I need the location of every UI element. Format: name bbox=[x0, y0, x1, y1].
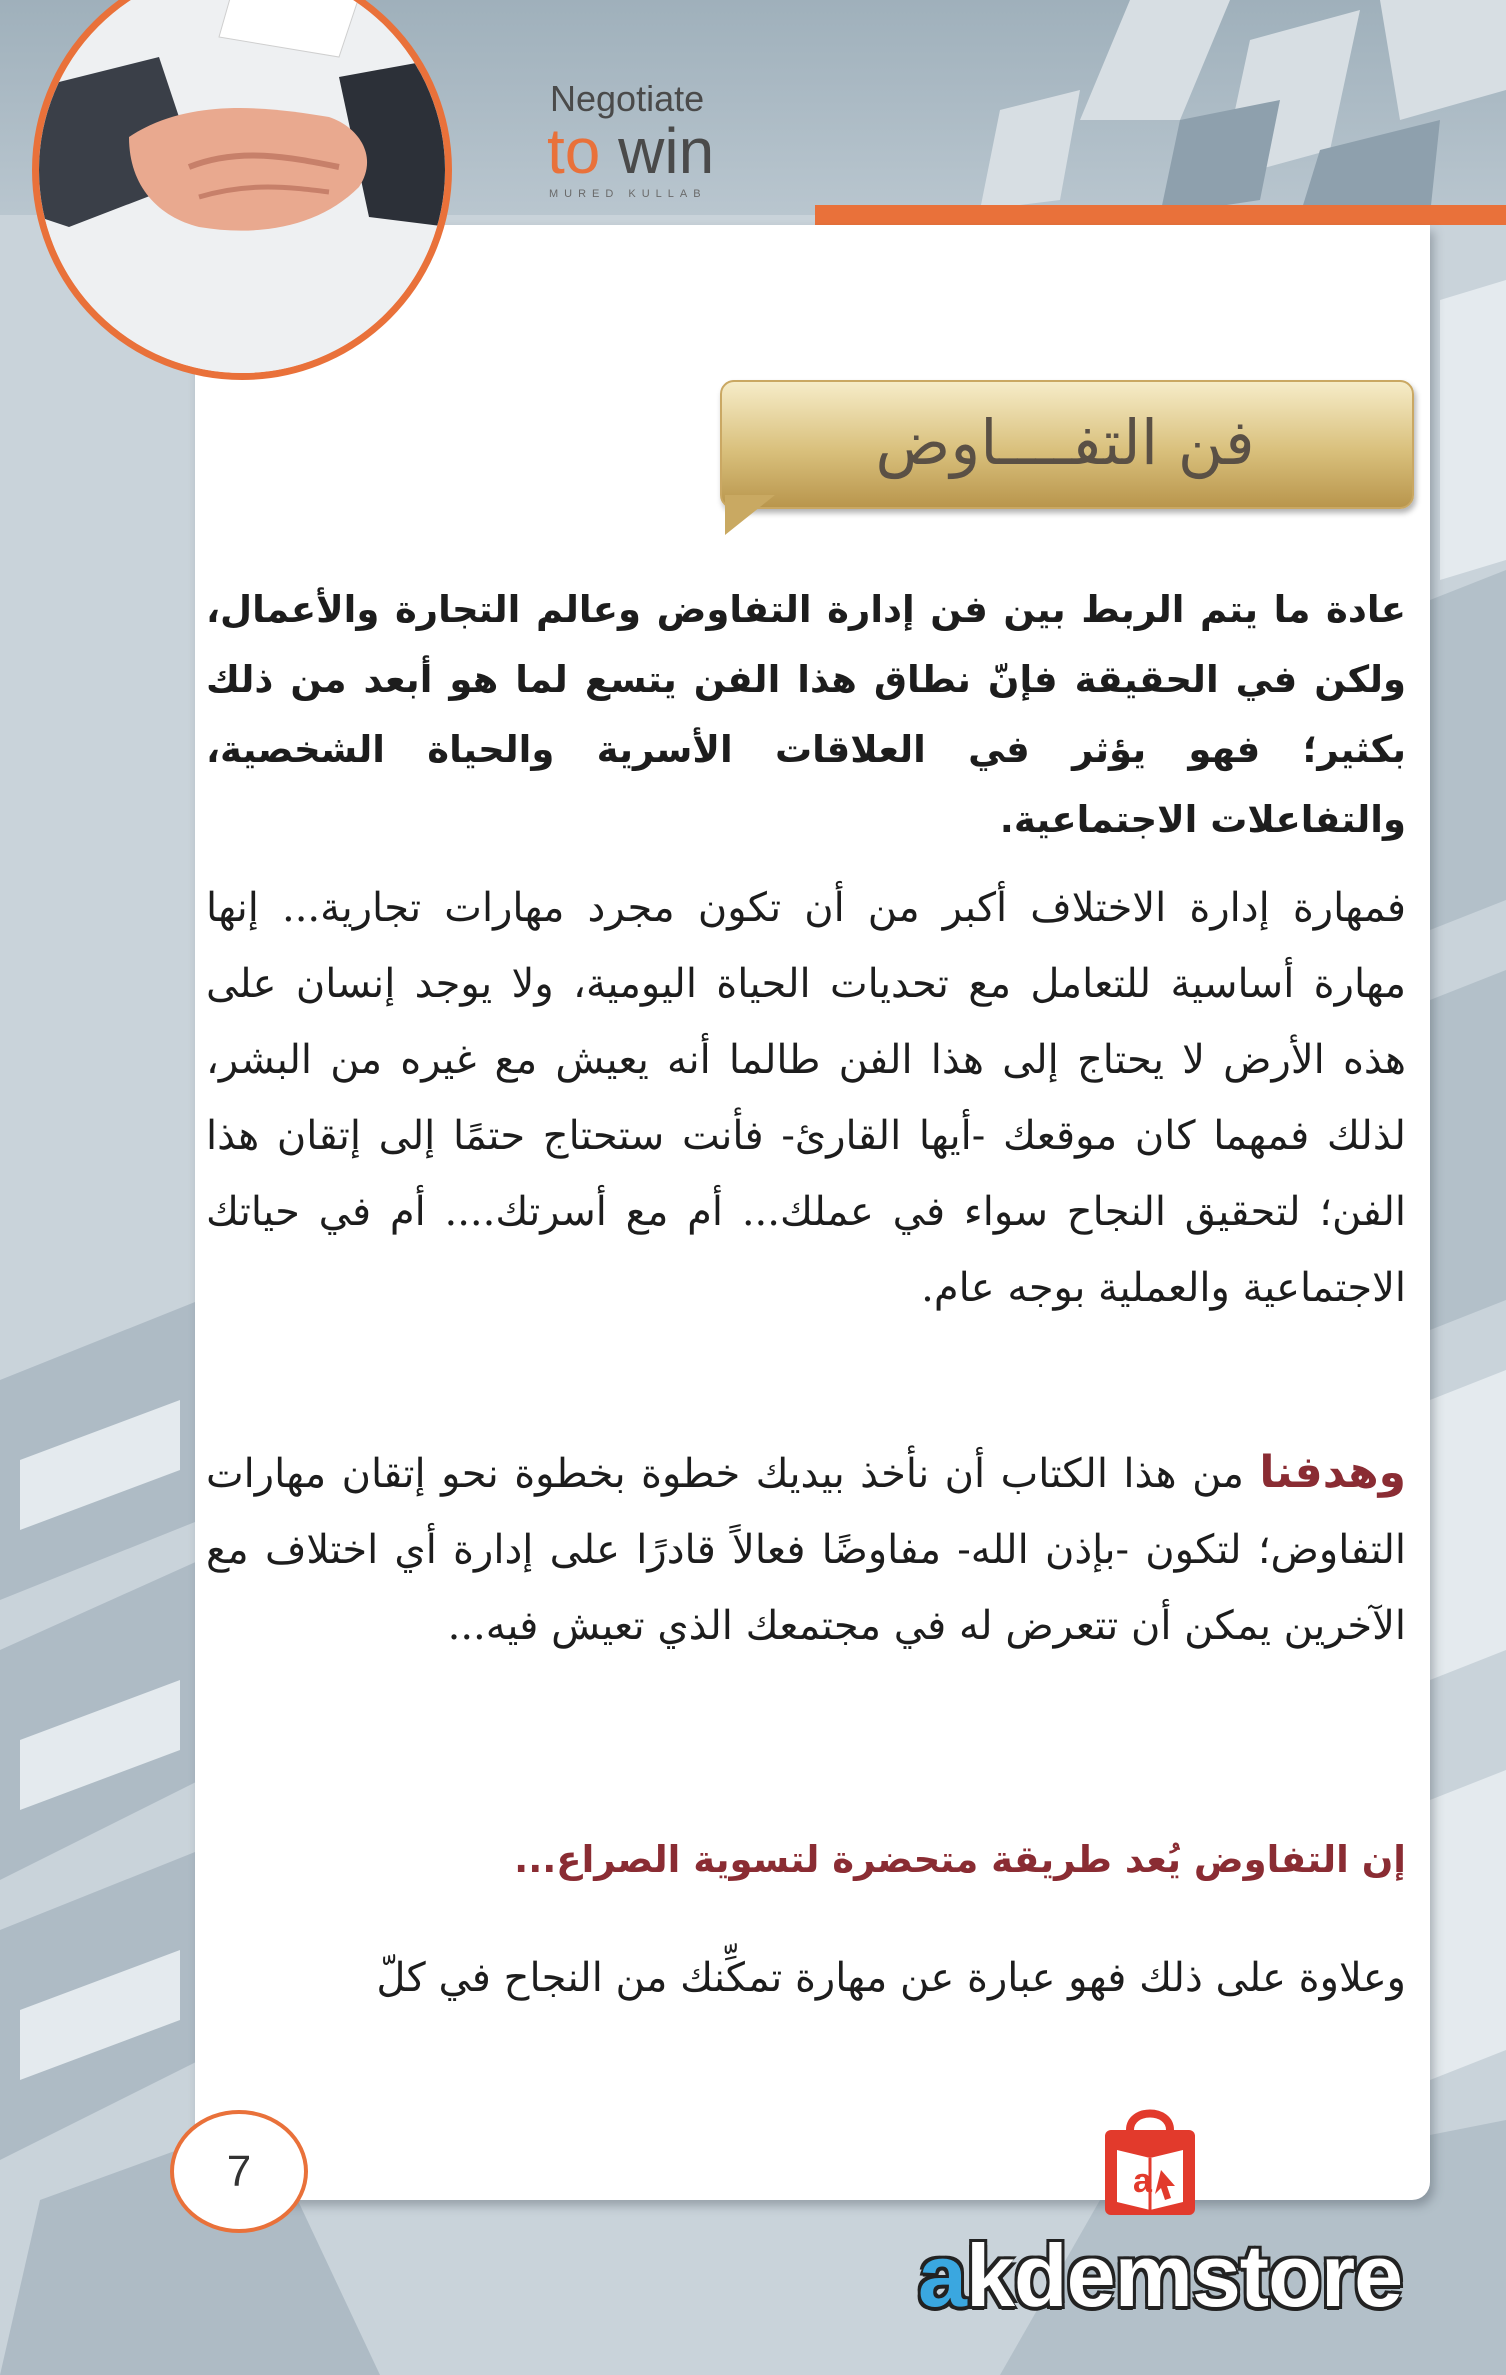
quote-line: إن التفاوض يُعد طريقة متحضرة لتسوية الصراع... bbox=[514, 1838, 1406, 1881]
header-accent-line bbox=[815, 205, 1506, 225]
logo-win: win bbox=[618, 115, 715, 187]
logo-line1: Negotiate bbox=[550, 78, 705, 119]
goal-rest: من هذا الكتاب أن نأخذ بيديك خطوة بخطوة نحو إتقان مهارات التفاوض؛ لتكون -بإذن الله- مفاوضًا فعالاً قادرًا على إدارة أي اختلاف مع الآخرين يمكن أن تتعرض له في مجتمعك الذي تعيش فيه... bbox=[206, 1451, 1406, 1649]
store-name-lead: a bbox=[917, 2226, 966, 2325]
paragraph-continue: وعلاوة على ذلك فهو عبارة عن مهارة تمكِّنك من النجاح في كلّ bbox=[376, 1955, 1406, 2001]
paragraph-intro: عادة ما يتم الربط بين فن إدارة التفاوض وعالم التجارة والأعمال، ولكن في الحقيقة فإنّ نطاق هذا الفن يتسع لما هو أبعد من ذلك بكثير؛ فهو يؤثر في العلاقات الأسرية والحياة الشخصية، والتفاعلات الاجتماعية. bbox=[206, 588, 1406, 841]
shopping-bag-book-icon bbox=[1095, 2100, 1205, 2220]
store-name-rest: kdemstore bbox=[965, 2226, 1403, 2325]
logo-to: to bbox=[547, 115, 601, 187]
goal-lead: وهدفنا bbox=[1259, 1447, 1406, 1498]
paragraph-goal bbox=[206, 1435, 1406, 1664]
store-name bbox=[900, 2225, 1420, 2327]
chapter-title: فن التفــــاوض bbox=[875, 406, 1255, 479]
page-number: 7 bbox=[170, 2110, 308, 2233]
store-watermark bbox=[900, 2100, 1420, 2360]
logo-author: MURED KULLAB bbox=[549, 188, 707, 200]
store-icon-letter: a bbox=[1133, 2162, 1152, 2200]
logo-line2 bbox=[547, 116, 714, 186]
paragraph-skill: فمهارة إدارة الاختلاف أكبر من أن تكون مجرد مهارات تجارية... إنها مهارة أساسية للتعامل مع تحديات الحياة اليومية، ولا يوجد إنسان على هذه الأرض لا يحتاج إلى هذا الفن طالما أنه يعيش مع غيره من البشر، لذلك فمهما كان موقعك -أيها القارئ- فأنت ستحتاج حتمًا إلى إتقان هذا الفن؛ لتحقيق النجاح سواء في عملك... أم مع أسرتك.... أم في حياتك الاجتماعية والعملية بوجه عام. bbox=[206, 885, 1406, 1311]
handshake-icon bbox=[39, 0, 449, 377]
book-logo bbox=[535, 78, 735, 198]
